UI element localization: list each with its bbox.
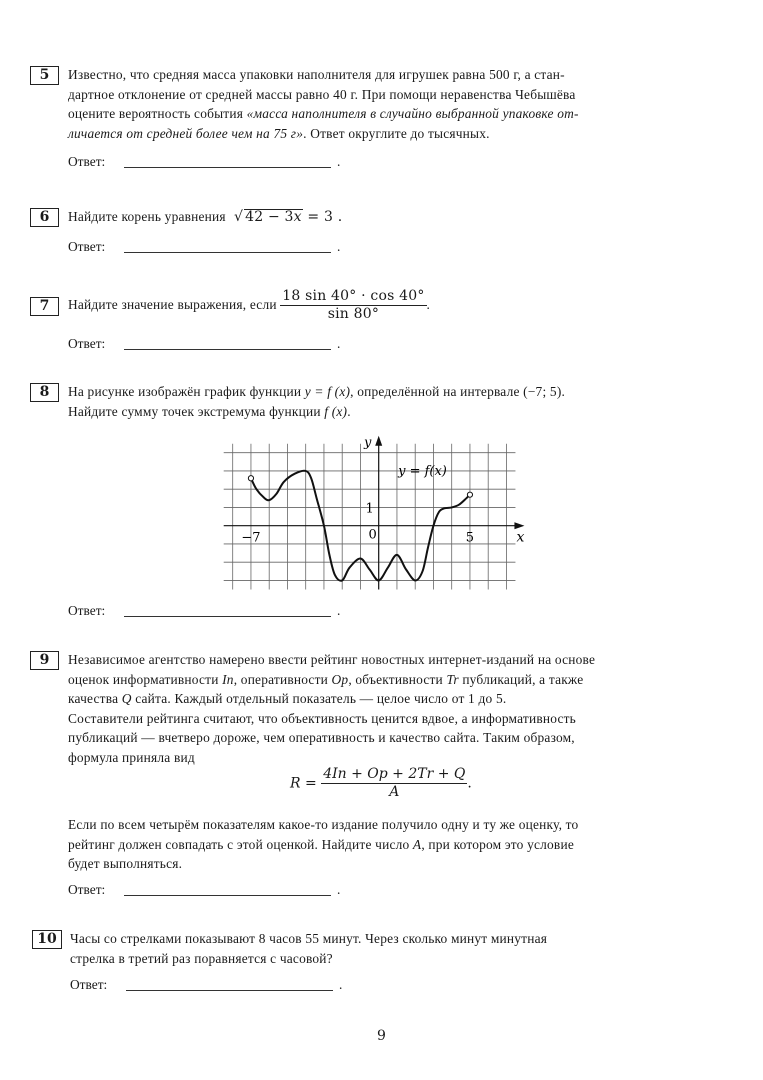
- text-span: , при котором это условие: [421, 836, 574, 852]
- formula-denominator: A: [389, 784, 400, 800]
- event-text: личается от средней более чем на 75 г»: [68, 125, 304, 141]
- grid: [224, 444, 516, 590]
- answer-label: Ответ:: [70, 977, 108, 992]
- text-span: Найдите значение выражения, если: [68, 297, 277, 312]
- fraction-end: .: [426, 297, 431, 312]
- answer-line[interactable]: [124, 616, 331, 617]
- text-span: , объективности: [348, 671, 447, 687]
- answer-field[interactable]: [68, 239, 341, 255]
- answer-line[interactable]: [124, 252, 331, 253]
- text-line: будет выполняться.: [68, 856, 183, 871]
- x-axis-arrow-icon: [514, 522, 524, 529]
- text-span: , определённой на интервале (−7; 5).: [350, 384, 566, 399]
- formula-fraction: [321, 766, 467, 801]
- task-7-text: [68, 287, 718, 323]
- var-Tr: Tr: [446, 671, 459, 687]
- text-line: [68, 104, 718, 124]
- open-endpoint: [248, 476, 253, 481]
- answer-field[interactable]: [68, 882, 341, 898]
- text-line: Часы со стрелками показывают 8 часов 55 минут. Через сколько минут минутная: [70, 931, 548, 946]
- x-axis-label: x: [516, 529, 525, 546]
- answer-label: Ответ:: [68, 603, 106, 618]
- text-span: сайта. Каждый отдельный показатель — целое число от 1 до 5.: [131, 691, 507, 706]
- answer-line[interactable]: [124, 349, 331, 350]
- text-span: публикаций, а также: [458, 671, 584, 687]
- text-span: Найдите сумму точек экстремума функции: [68, 403, 325, 419]
- text-line: Составители рейтинга считают, что объективность ценится вдвое, а информативность: [68, 710, 576, 726]
- text-line: стрелка в третий раз поравняется с часовой?: [70, 950, 333, 966]
- task-5-text: [68, 65, 718, 143]
- variable-x: x: [293, 209, 302, 225]
- answer-label: Ответ:: [68, 882, 106, 897]
- task-number-box: 8: [30, 383, 59, 402]
- task-number-box: 9: [30, 651, 59, 670]
- task-number-box: 10: [32, 930, 62, 949]
- text-line: публикаций — вчетверо дороже, чем оперативность и качество сайта. Таким образом,: [68, 730, 575, 745]
- answer-line[interactable]: [124, 895, 331, 896]
- answer-dot: .: [337, 239, 341, 254]
- task-8-text: [68, 382, 718, 421]
- text-line: Независимое агентство намерено ввести рейтинг новостных интернет-изданий на основе: [68, 652, 596, 667]
- text-line: [68, 689, 718, 709]
- formula-lhs: R =: [290, 775, 317, 792]
- page-number: 9: [377, 1028, 386, 1044]
- function-notation: y = f (x): [304, 384, 351, 399]
- y-axis-label: y: [364, 435, 372, 451]
- function-graph: [0, 430, 763, 600]
- tick-label-1: 1: [365, 501, 374, 517]
- expression-fraction: [280, 288, 426, 323]
- task-9-text-cont: [68, 815, 718, 874]
- function-notation: f (x): [324, 403, 348, 419]
- answer-line[interactable]: [124, 167, 331, 168]
- text-span: рейтинг должен совпадать с этой оценкой. Найдите число: [68, 836, 413, 852]
- var-In: In: [222, 671, 234, 687]
- text-line: Известно, что средняя масса упаковки наполнителя для игрушек равна 500 г, а стан-: [68, 67, 565, 82]
- text-span: . Ответ округлите до тысячных.: [303, 125, 490, 141]
- event-text: «масса наполнителя в случайно выбранной упаковке от-: [246, 106, 579, 121]
- sqrt-radicand: [244, 209, 303, 225]
- answer-field[interactable]: [68, 603, 341, 619]
- y-axis-arrow-icon: [375, 436, 382, 446]
- task-9-text: [68, 650, 718, 767]
- text-span: Найдите корень уравнения: [68, 209, 226, 224]
- answer-label: Ответ:: [68, 154, 106, 169]
- equation: √ 42 − 3x = 3 .: [229, 209, 343, 225]
- function-label: y = f(x): [398, 463, 447, 479]
- answer-dot: .: [337, 336, 341, 351]
- tick-label-5: 5: [465, 530, 475, 546]
- answer-label: Ответ:: [68, 336, 106, 351]
- text-line: Если по всем четырём показателям какое-то издание получило одну и ту же оценку, то: [68, 817, 579, 832]
- var-Op: Op: [331, 671, 349, 687]
- rhs: = 3 .: [302, 209, 343, 225]
- answer-dot: .: [337, 154, 341, 169]
- formula-numerator: 4In + Op + 2Tr + Q: [323, 766, 466, 782]
- text-line: [68, 670, 718, 690]
- task-number-box: 7: [30, 297, 59, 316]
- answer-field[interactable]: [68, 154, 341, 170]
- text-line: формула приняла вид: [68, 749, 195, 765]
- answer-field[interactable]: [68, 336, 341, 352]
- fraction-numerator: 18 sin 40° · cos 40°: [282, 288, 425, 305]
- radicand-number: 42 − 3: [245, 209, 294, 225]
- task-number-box: 6: [30, 208, 59, 227]
- open-endpoint: [467, 492, 472, 497]
- text-span: На рисунке изображён график функции: [68, 384, 305, 399]
- formula-end: .: [467, 775, 472, 792]
- task-6-text: [68, 207, 718, 228]
- text-line: [68, 124, 718, 144]
- text-span: , оперативности: [233, 671, 332, 687]
- text-line: дартное отклонение от средней массы равно 40 г. При помощи неравенства Чебышёва: [68, 86, 576, 102]
- text-line: [68, 382, 718, 402]
- task-10-text: [70, 929, 720, 968]
- text-span: оцените вероятность события: [68, 106, 247, 121]
- answer-label: Ответ:: [68, 239, 106, 254]
- task-number-box: 5: [30, 66, 59, 85]
- tick-label-minus-7: −7: [241, 530, 261, 546]
- var-A: A: [412, 836, 422, 852]
- text-line: [68, 402, 718, 422]
- text-span: .: [347, 403, 351, 419]
- answer-dot: .: [339, 977, 343, 992]
- text-span: качества: [68, 691, 122, 706]
- answer-line[interactable]: [126, 990, 333, 991]
- answer-dot: .: [337, 882, 341, 897]
- rating-formula: [290, 766, 472, 801]
- tick-label-origin: 0: [368, 527, 377, 543]
- text-line: [68, 835, 718, 855]
- answer-dot: .: [337, 603, 341, 618]
- fraction-denominator: sin 80°: [327, 306, 380, 323]
- answer-field[interactable]: [70, 977, 343, 993]
- text-span: оценок информативности: [68, 671, 223, 687]
- var-Q: Q: [121, 691, 132, 706]
